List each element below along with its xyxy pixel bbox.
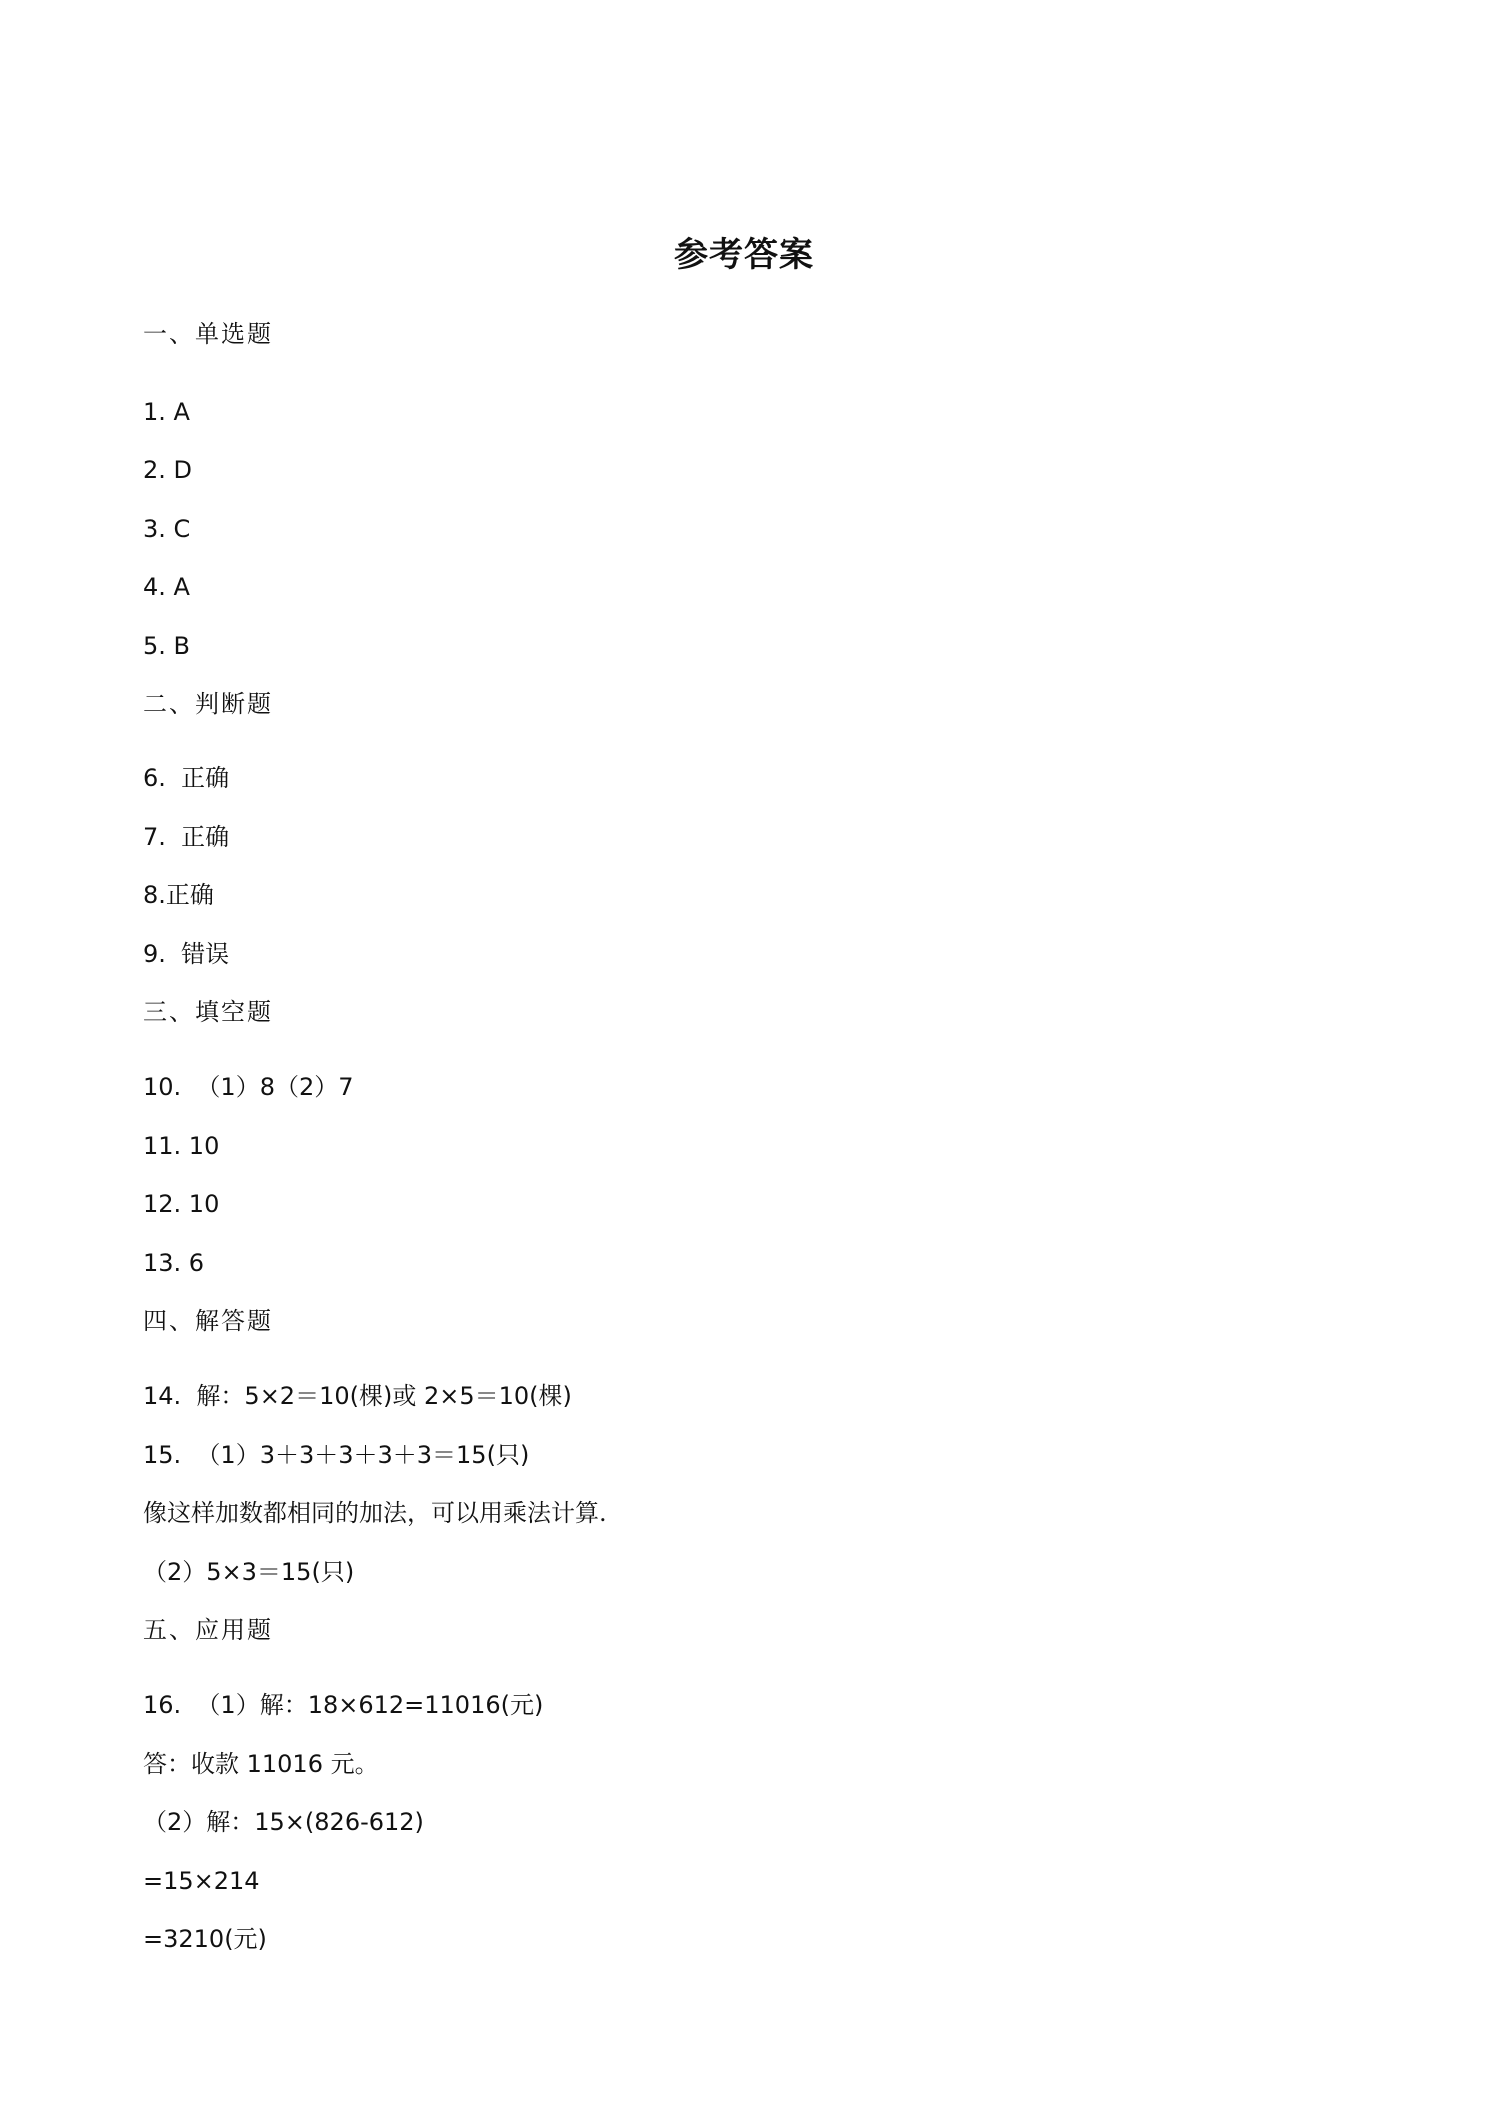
answer-line: 16. （1）解：18×612=11016(元) [143,1691,544,1719]
answer-line: 4. A [143,573,190,601]
page-title: 参考答案 [674,235,814,275]
section-heading-true-false: 二、判断题 [143,690,273,718]
explanation-line: 像这样加数都相同的加法，可以用乘法计算. [143,1499,607,1527]
answer-line: 3. C [143,515,191,543]
section-heading-solve: 四、解答题 [143,1307,273,1335]
answer-line: 7. 正确 [143,823,230,851]
answer-line: 9. 错误 [143,940,230,968]
answer-line: 13. 6 [143,1249,205,1277]
answer-line: =15×214 [143,1867,260,1895]
answer-line: 6. 正确 [143,764,230,792]
answer-line: （2）5×3＝15(只) [143,1558,355,1586]
answer-line: =3210(元) [143,1925,267,1953]
answer-line: 答：收款 11016 元。 [143,1750,379,1778]
section-heading-application: 五、应用题 [143,1616,273,1644]
answer-line: 2. D [143,456,193,484]
answer-line: 10. （1）8（2）7 [143,1073,354,1101]
answer-line: 15. （1）3＋3＋3＋3＋3＝15(只) [143,1441,530,1469]
answer-line: 11. 10 [143,1132,220,1160]
answer-line: 8.正确 [143,881,214,909]
answer-line: （2）解：15×(826-612) [143,1808,424,1836]
answer-line: 14. 解：5×2＝10(棵)或 2×5＝10(棵) [143,1382,572,1410]
answer-line: 12. 10 [143,1190,220,1218]
answer-line: 1. A [143,398,190,426]
section-heading-single-choice: 一、单选题 [143,320,273,348]
section-heading-fill-in: 三、填空题 [143,998,273,1026]
answer-line: 5. B [143,632,190,660]
